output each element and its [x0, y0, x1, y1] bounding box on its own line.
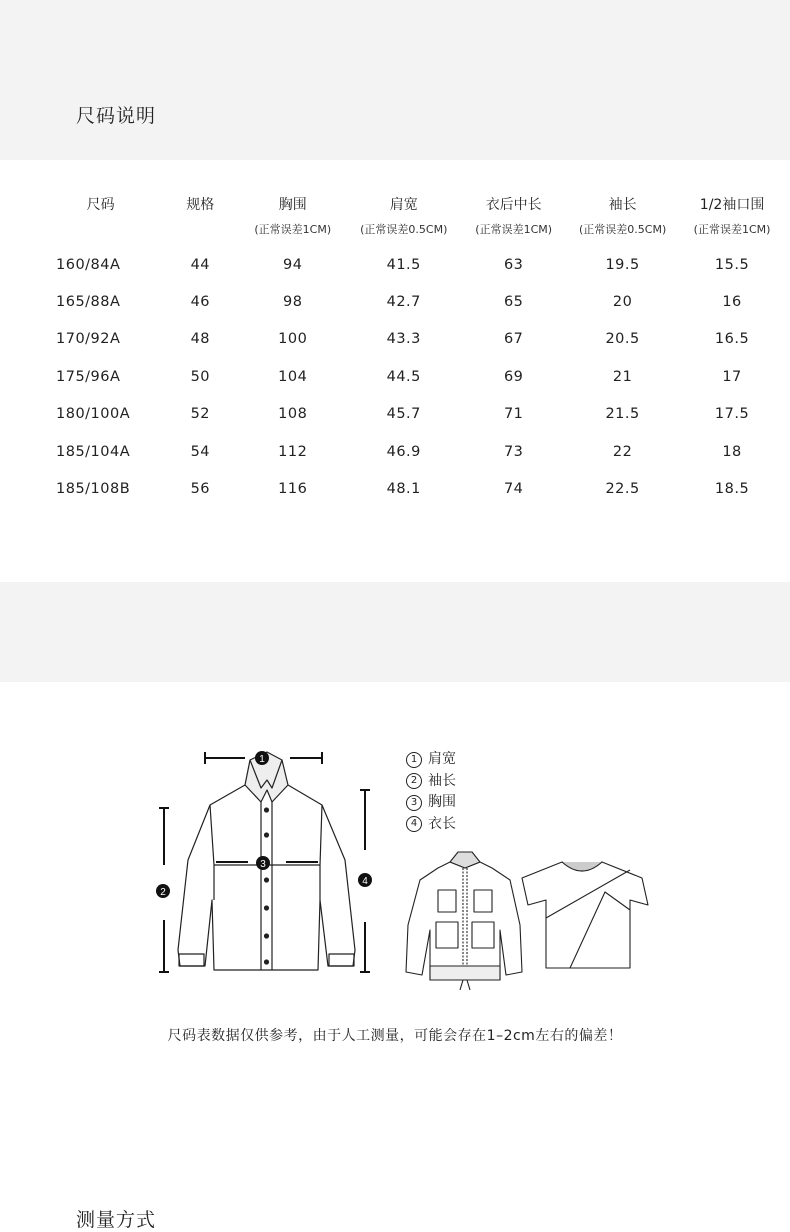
table-cell: 175/96A [56, 368, 121, 385]
table-cell: 74 [503, 481, 524, 498]
table-cell: 73 [503, 443, 524, 460]
table-cell: 98 [283, 294, 303, 311]
table-cell: 17 [722, 368, 742, 385]
table-cell: 45.7 [386, 406, 421, 423]
table-cell: 54 [190, 443, 211, 460]
table-cell: 16 [722, 294, 742, 311]
table-cell: 42.7 [386, 294, 421, 311]
legend-number: 2 [406, 773, 422, 789]
marker-1: 1 [259, 754, 265, 765]
table-cell: 18 [722, 443, 742, 460]
marker-3: 3 [260, 859, 266, 870]
table-cell: 63 [503, 256, 524, 273]
table-cell: 22 [612, 443, 633, 460]
legend-number: 4 [406, 816, 422, 832]
table-row [40, 246, 785, 283]
table-cell: 44 [190, 256, 211, 273]
table-cell: 41.5 [386, 256, 421, 273]
table-cell: 20.5 [605, 331, 640, 348]
table-cell: 165/88A [56, 294, 121, 311]
marker-2: 2 [160, 887, 166, 898]
table-row [40, 358, 785, 395]
size-table-header [40, 190, 785, 246]
table-cell: 100 [278, 331, 308, 348]
table-cell: 116 [278, 481, 308, 498]
table-cell: 170/92A [56, 331, 121, 348]
legend-number: 3 [406, 795, 422, 811]
size-section-header [0, 0, 790, 160]
col-header: 衣后中长 (正常误差1CM) [475, 197, 553, 236]
table-cell: 22.5 [605, 481, 640, 498]
legend-label: 衣长 [428, 815, 456, 832]
table-cell: 67 [503, 331, 524, 348]
marker-4: 4 [362, 876, 368, 887]
disclaimer-note: 尺码表数据仅供参考，由于人工测量，可能会存在1–2cm左右的偏差！ [167, 1028, 623, 1044]
legend-item [406, 749, 456, 771]
legend-item [406, 771, 456, 793]
measure-section-title: 测量方式 [76, 1209, 157, 1231]
legend-number: 1 [406, 752, 422, 768]
table-cell: 18.5 [714, 481, 750, 498]
col-header: 胸围 (正常误差1CM) [254, 197, 332, 236]
legend-item [406, 792, 456, 814]
measure-legend [406, 749, 456, 835]
legend-label: 袖长 [428, 772, 456, 789]
table-cell: 69 [503, 368, 524, 385]
table-cell: 185/104A [56, 443, 131, 460]
table-cell: 185/108B [56, 481, 131, 498]
table-cell: 48 [190, 331, 211, 348]
table-cell: 21 [612, 368, 633, 385]
table-cell: 71 [503, 406, 524, 423]
col-header: 肩宽 (正常误差0.5CM) [360, 197, 448, 236]
table-cell: 180/100A [56, 406, 131, 423]
table-cell: 56 [190, 481, 211, 498]
col-header: 袖长 (正常误差0.5CM) [578, 197, 667, 236]
table-cell: 52 [190, 406, 211, 423]
table-cell: 46.9 [386, 443, 421, 460]
size-table [40, 190, 785, 508]
col-header: 1/2袖口围 (正常误差1CM) [693, 197, 771, 236]
table-row [40, 283, 785, 320]
table-row [40, 396, 785, 433]
table-cell: 50 [190, 368, 211, 385]
col-header: 尺码 [86, 197, 115, 213]
table-cell: 160/84A [56, 256, 121, 273]
legend-item [406, 814, 456, 836]
table-row [40, 321, 785, 358]
table-cell: 108 [278, 406, 308, 423]
table-cell: 17.5 [714, 406, 750, 423]
table-cell: 15.5 [714, 256, 750, 273]
table-row [40, 470, 785, 507]
table-cell: 94 [283, 256, 303, 273]
table-cell: 44.5 [386, 368, 421, 385]
table-cell: 104 [278, 368, 308, 385]
col-header: 规格 [186, 197, 215, 213]
table-cell: 65 [503, 294, 524, 311]
tshirt-illustration [522, 862, 648, 968]
table-cell: 21.5 [605, 406, 640, 423]
table-cell: 16.5 [714, 331, 750, 348]
table-cell: 112 [278, 443, 308, 460]
table-row [40, 433, 785, 470]
size-section-title: 尺码说明 [76, 105, 157, 127]
table-cell: 20 [612, 294, 633, 311]
table-cell: 19.5 [605, 256, 640, 273]
table-cell: 43.3 [386, 331, 421, 348]
table-cell: 46 [190, 294, 211, 311]
legend-label: 肩宽 [428, 751, 456, 767]
jacket-illustration [406, 852, 522, 990]
legend-label: 胸围 [428, 794, 456, 810]
table-cell: 48.1 [386, 481, 421, 498]
